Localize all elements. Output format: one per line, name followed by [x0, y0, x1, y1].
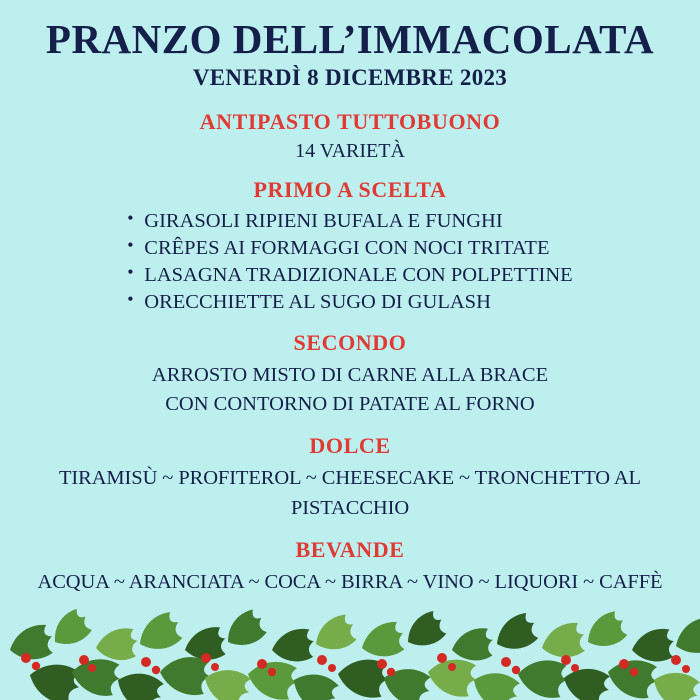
page-subtitle: VENERDÌ 8 DICEMBRE 2023	[192, 65, 508, 91]
section-heading: SECONDO	[293, 330, 407, 356]
list-item: • CRÊPES AI FORMAGGI CON NOCI TRITATE	[127, 235, 572, 262]
section-line: ARROSTO MISTO DI CARNE ALLA BRACE	[151, 364, 549, 387]
section-line: CON CONTORNO DI PATATE AL FORNO	[165, 393, 535, 416]
dish-list	[127, 208, 572, 316]
section-secondo	[0, 330, 700, 419]
section-heading: BEVANDE	[295, 536, 405, 562]
section-heading: DOLCE	[309, 433, 391, 459]
section-primo	[0, 177, 700, 316]
section-dolce	[0, 433, 700, 522]
section-subtext: 14 VARIETÀ	[295, 140, 405, 163]
page-title: PRANZO DELL’IMMACOLATA	[45, 16, 655, 62]
section-line: ACQUA ~ ARANCIATA ~ COCA ~ BIRRA ~ VINO ~ LIQUORI ~ CAFFÈ	[37, 570, 663, 593]
section-bevande	[0, 537, 700, 597]
list-item: • GIRASOLI RIPIENI BUFALA E FUNGHI	[127, 208, 572, 235]
list-item: • ORECCHIETTE AL SUGO DI GULASH	[127, 289, 572, 316]
holly-garland-icon	[0, 580, 700, 700]
section-heading: ANTIPASTO TUTTOBUONO	[199, 109, 501, 135]
section-antipasto	[0, 109, 700, 163]
section-line: TIRAMISÙ ~ PROFITEROL ~ CHEESECAKE ~ TRONCHETTO AL PISTACCHIO	[59, 467, 641, 519]
section-heading: PRIMO A SCELTA	[253, 177, 447, 203]
list-item: • LASAGNA TRADIZIONALE CON POLPETTINE	[127, 262, 572, 289]
